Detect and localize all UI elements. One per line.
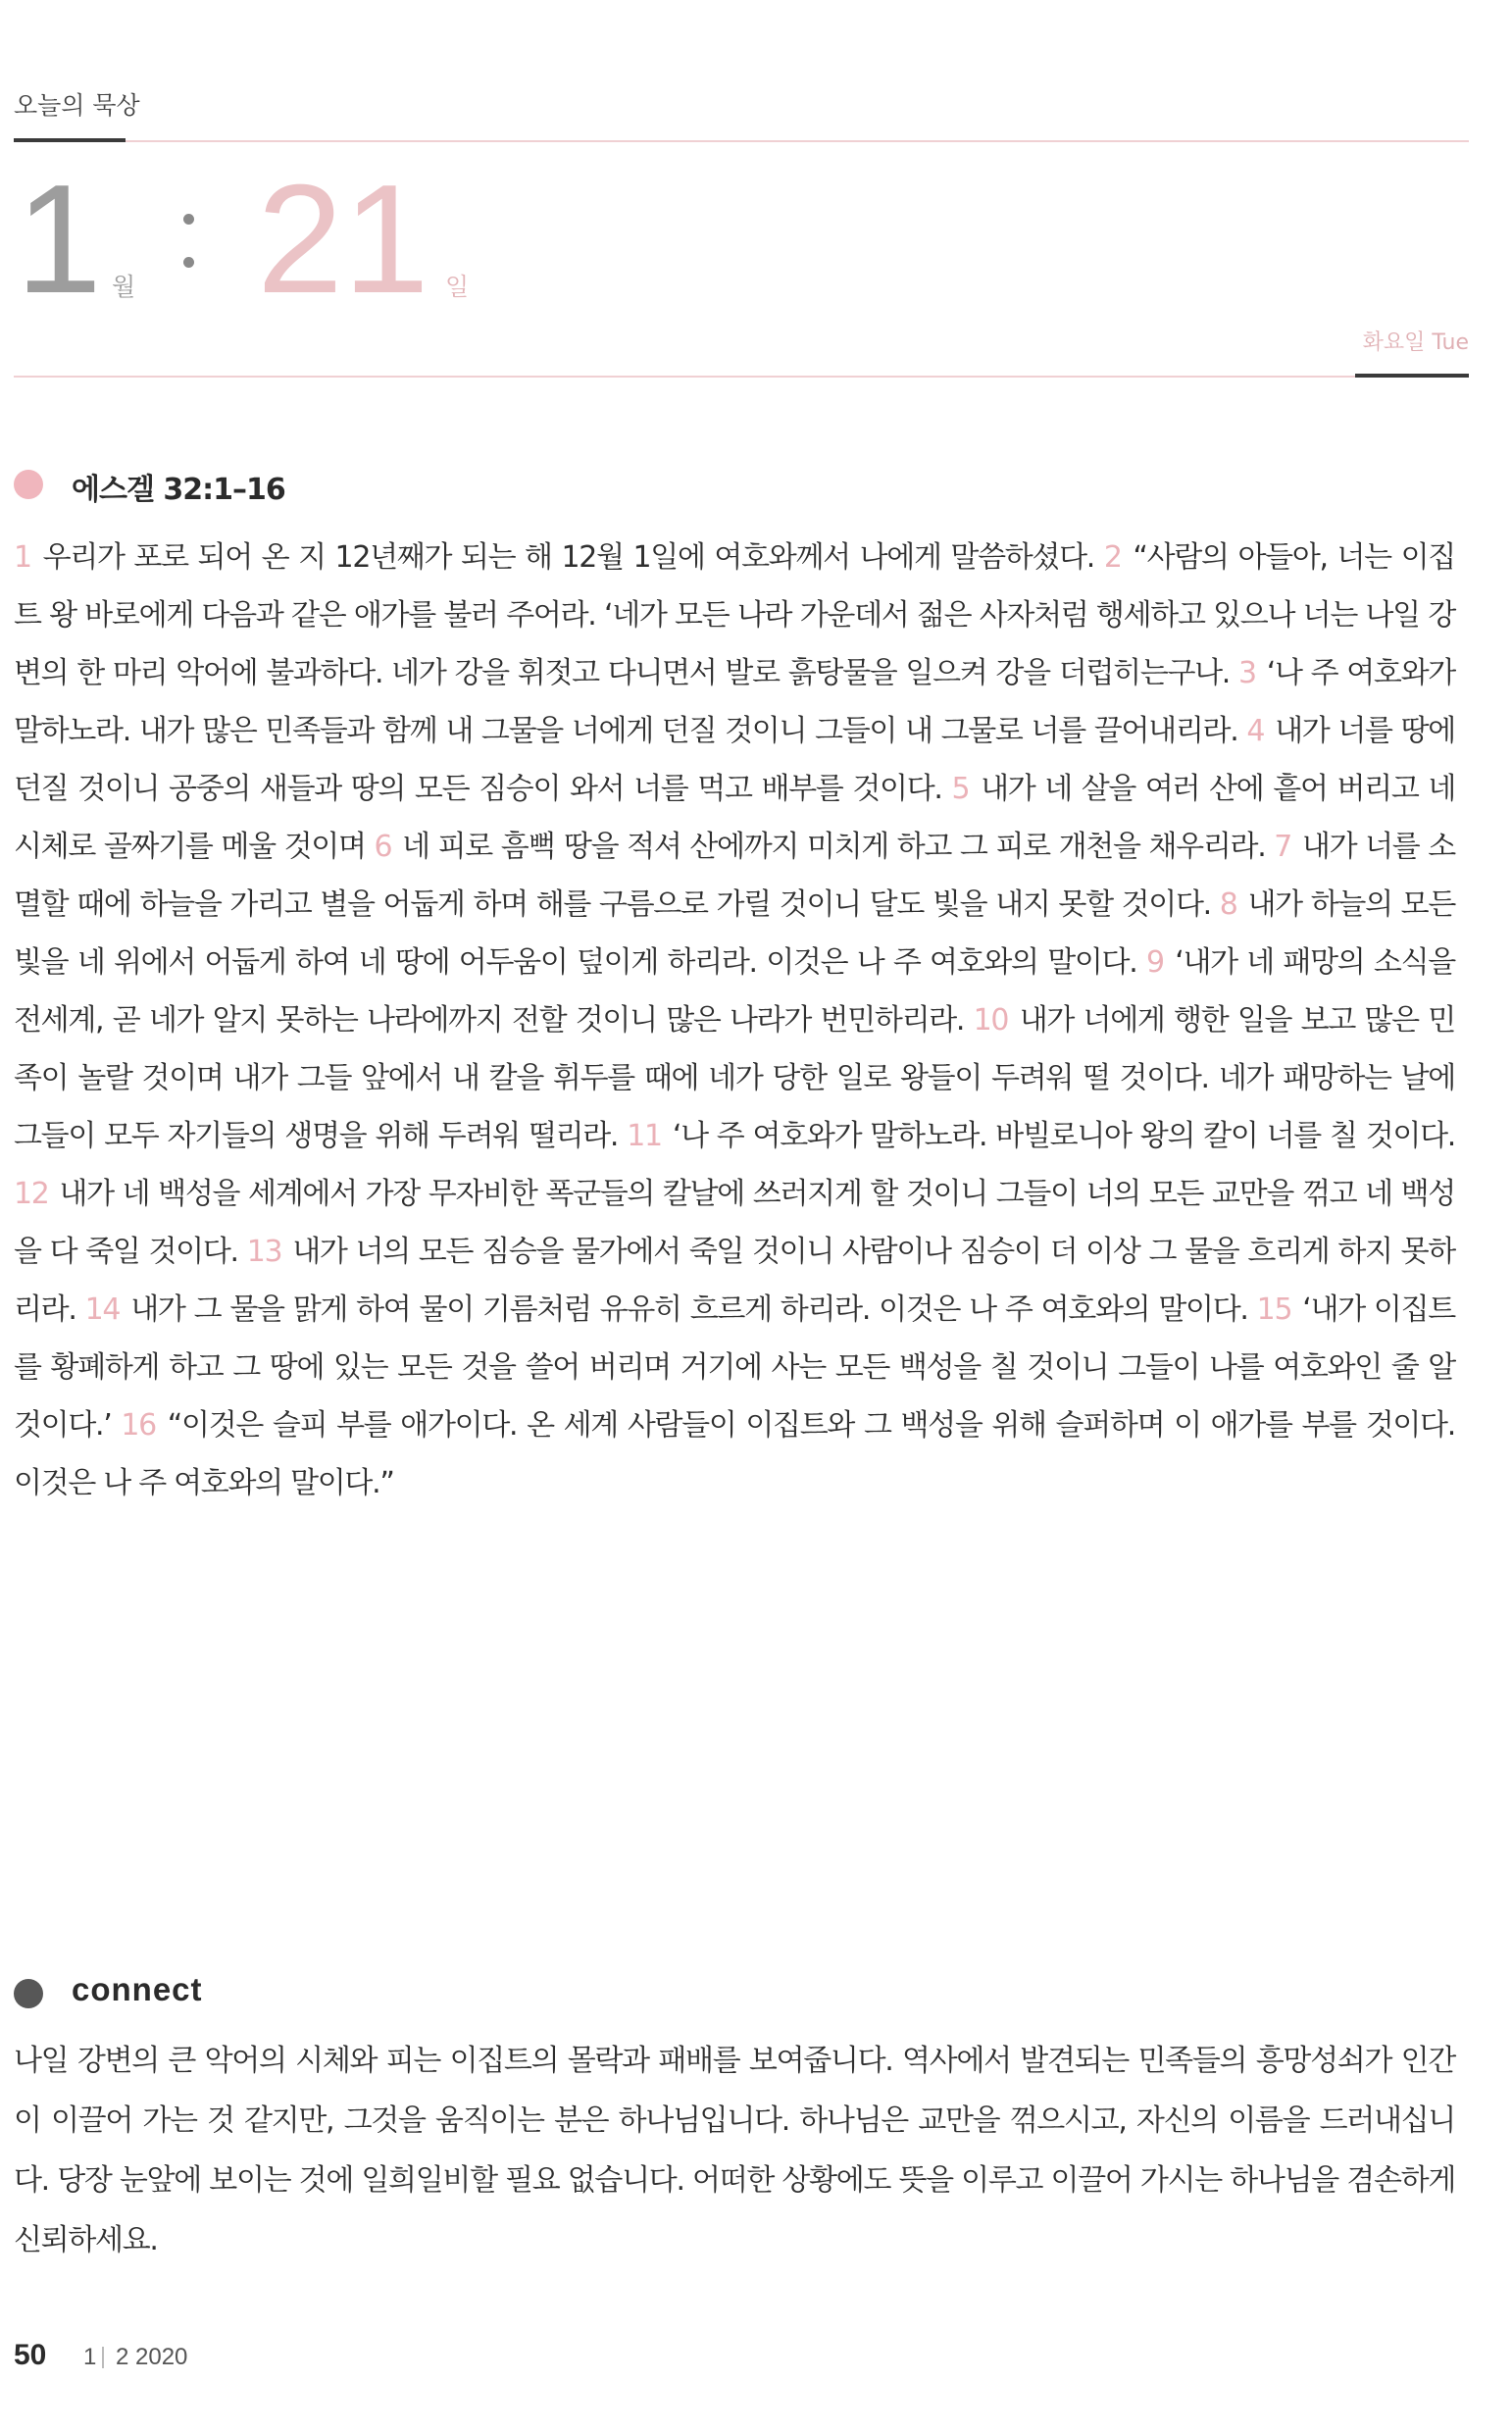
verse-number: 13	[246, 1235, 282, 1269]
verse-text: 내가 너를 땅에 던질 것이니 공중의 새들과 땅의 모든 짐승이 와서 너를 먹고 배부를 것이다.	[14, 714, 1455, 806]
day-unit: 일	[445, 273, 470, 301]
section-header-label: 오늘의 묵상	[14, 91, 140, 120]
weekday-underline	[1355, 374, 1469, 378]
header-underline	[14, 138, 126, 142]
verse-text: “사람의 아들아, 너는 이집트 왕 바로에게 다음과 같은 애가를 불러 주어라. ‘네가 모든 나라 가운데서 젊은 사자처럼 행세하고 있으나 너는 나일 강변의 한 마리 악어에 불과하다. 네가 강을 휘젓고 다니면서 발로 흙탕물을 일으켜 강을 더럽히는구나.	[14, 540, 1455, 690]
verse-number: 4	[1246, 714, 1265, 748]
verse-number: 7	[1274, 830, 1292, 864]
verse-text: 내가 너에게 행한 일을 보고 많은 민족이 놀랄 것이며 내가 그들 앞에서 내 칼을 휘두를 때에 네가 당한 일로 왕들이 두려워 떨 것이다. 네가 패망하는 날에 그들이 모두 자기들의 생명을 위해 두려워 떨리라.	[14, 1003, 1455, 1153]
verse-number: 15	[1256, 1292, 1292, 1327]
verse-text: ‘내가 네 패망의 소식을 전세계, 곧 네가 알지 못하는 나라에까지 전할 것이니 많은 나라가 번민하리라.	[14, 945, 1455, 1038]
month-number: 1	[16, 153, 102, 326]
verse-number: 3	[1238, 656, 1256, 690]
verse-text: 내가 네 백성을 세계에서 가장 무자비한 폭군들의 칼날에 쓰러지게 할 것이니 그들이 너의 모든 교만을 꺾고 네 백성을 다 죽일 것이다.	[14, 1177, 1455, 1269]
verse-text: 내가 너의 모든 짐승을 물가에서 죽일 것이니 사람이나 짐승이 더 이상 그 물을 흐리게 하지 못하리라.	[14, 1235, 1455, 1327]
day-number: 21	[257, 153, 429, 326]
verse-number: 11	[627, 1119, 662, 1153]
header-divider	[126, 140, 1469, 142]
connect-text: 나일 강변의 큰 악어의 시체와 피는 이집트의 몰락과 패배를 보여줍니다. 역사에서 발견되는 민족들의 흥망성쇠가 인간이 이끌어 가는 것 같지만, 그것을 움직이는 분은 하나님입니다. 하나님은 교만을 꺾으시고, 자신의 이름을 드러내십니다. 당장 눈앞에 보이는 것에 일희일비할 필요 없습니다. 어떠한 상황에도 뜻을 이루고 이끌어 가시는 하나님을 겸손하게 신뢰하세요.	[14, 2044, 1455, 2257]
verse-text: 우리가 포로 되어 온 지 12년째가 되는 해 12월 1일에 여호와께서 나에게 말씀하셨다.	[42, 540, 1095, 575]
verse-text: 내가 그 물을 맑게 하여 물이 기름처럼 유유히 흐르게 하리라. 이것은 나 주 여호와의 말이다.	[130, 1292, 1248, 1327]
page-number: 50	[14, 2339, 47, 2371]
verse-number: 10	[973, 1003, 1009, 1038]
month-unit: 월	[112, 273, 136, 301]
issue-month: 1	[83, 2344, 97, 2370]
scripture-bullet-dot	[14, 470, 43, 499]
issue-year: 2 2020	[116, 2344, 188, 2370]
verse-text: 내가 너를 소멸할 때에 하늘을 가리고 별을 어둡게 하며 해를 구름으로 가릴 것이니 달도 빛을 내지 못할 것이다.	[14, 830, 1455, 922]
connect-bullet-dot	[14, 1979, 43, 2008]
verse-number: 1	[14, 540, 31, 575]
scripture-reference: 에스겔 32:1–16	[72, 473, 285, 507]
verse-number: 5	[951, 772, 970, 806]
verse-text: 내가 네 살을 여러 산에 흩어 버리고 네 시체로 골짜기를 메울 것이며	[14, 772, 1455, 864]
date-divider	[14, 376, 1355, 378]
verse-number: 14	[84, 1292, 121, 1327]
date-colon-separator	[183, 214, 195, 273]
verse-number: 2	[1103, 540, 1122, 575]
verse-number: 12	[14, 1177, 49, 1211]
verse-number: 8	[1219, 887, 1237, 922]
scripture-text	[14, 529, 1455, 1512]
verse-text: ‘나 주 여호와가 말하노라. 내가 많은 민족들과 함께 내 그물을 너에게 던질 것이니 그들이 내 그물로 너를 끌어내리라.	[14, 656, 1455, 748]
issue-separator	[102, 2347, 104, 2368]
verse-text: “이것은 슬피 부를 애가이다. 온 세계 사람들이 이집트와 그 백성을 위해 슬퍼하며 이 애가를 부를 것이다. 이것은 나 주 여호와의 말이다.”	[14, 1408, 1455, 1500]
verse-number: 6	[374, 830, 392, 864]
verse-number: 16	[121, 1408, 156, 1443]
verse-text: ‘내가 이집트를 황폐하게 하고 그 땅에 있는 모든 것을 쓸어 버리며 거기에 사는 모든 백성을 칠 것이니 그들이 나를 여호와인 줄 알 것이다.’	[14, 1292, 1455, 1443]
verse-number: 9	[1145, 945, 1164, 980]
verse-text: 내가 하늘의 모든 빛을 네 위에서 어둡게 하여 네 땅에 어두움이 덮이게 하리라. 이것은 나 주 여호와의 말이다.	[14, 887, 1455, 980]
connect-title: connect	[72, 1971, 203, 2007]
verse-text: ‘나 주 여호와가 말하노라. 바빌로니아 왕의 칼이 너를 칠 것이다.	[672, 1119, 1455, 1153]
verse-text: 네 피로 흠뻑 땅을 적셔 산에까지 미치게 하고 그 피로 개천을 채우리라.	[402, 830, 1266, 864]
weekday-label: 화요일 Tue	[1362, 330, 1469, 355]
